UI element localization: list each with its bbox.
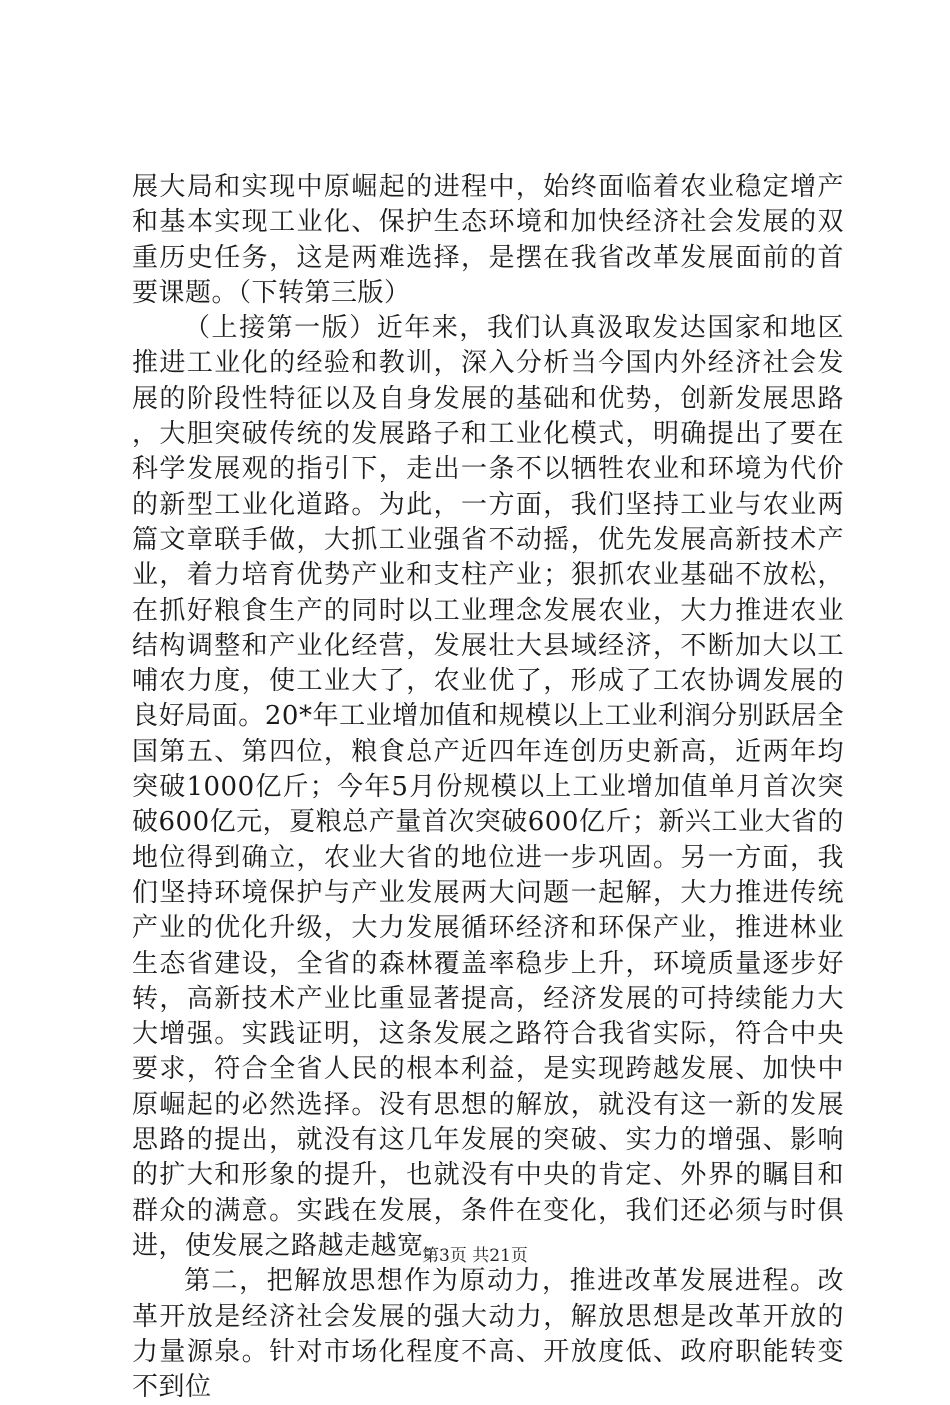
paragraph-main: （上接第一版）近年来，我们认真汲取发达国家和地区推进工业化的经验和教训，深入分析当今国内外经济社会发展的阶段性特征以及自身发展的基础和优势，创新发展思路，大胆突破传统的发展路子和工业化模式，明确提出了要在科学发展观的指引下，走出一条不以牺牲农业和环境为代价的新型工业化道路。为此，一方面，我们坚持工业与农业两篇文章联手做，大抓工业强省不动摇，优先发展高新技术产业，着力培育优势产业和支柱产业；狠抓农业基础不放松，在抓好粮食生产的同时以工业理念发展农业，大力推进农业结构调整和产业化经营，发展壮大县域经济，不断加大以工哺农力度，使工业大了，农业优了，形成了工农协调发展的良好局面。20*年工业增加值和规模以上工业利润分别跃居全国第五、第四位，粮食总产近四年连创历史新高，近两年均突破1000亿斤；今年5月份规模以上工业增加值单月首次突破600亿元，夏粮总产量首次突破600亿斤；新兴工业大省的地位得到确立，农业大省的地位进一步巩固。另一方面，我们坚持环境保护与产业发展两大问题一起解，大力推进传统产业的优化升级，大力发展循环经济和环保产业，推进林业生态省建设，全省的森林覆盖率稳步上升，环境质量逐步好转，高新技术产业比重显著提高，经济发展的可持续能力大大增强。实践证明，这条发展之路符合我省实际，符合中央要求，符合全省人民的根本利益，是实现跨越发展、加快中原崛起的必然选择。没有思想的解放，就没有这一新的发展思路的提出，就没有这几年发展的突破、实力的增强、影响的扩大和形象的提升，也就没有中央的肯定、外界的瞩目和群众的满意。实践在发展，条件在变化，我们还必须与时俱进，使发展之路越走越宽。 — [132, 313, 844, 1261]
paragraph-continued: 展大局和实现中原崛起的进程中，始终面临着农业稳定增产和基本实现工业化、保护生态环境和加快经济社会发展的双重历史任务，这是两难选择，是摆在我省改革发展面前的首要课题。（下转第三版） — [132, 172, 844, 308]
paragraph-second: 第二，把解放思想作为原动力，推进改革发展进程。改革开放是经济社会发展的强大动力，解放思想是改革开放的力量源泉。针对市场化程度不高、开放度低、政府职能转变不到位 — [132, 1266, 844, 1403]
page-number-label: 第3页 共21页 — [422, 1246, 528, 1266]
document-body — [132, 170, 844, 1405]
page-footer — [0, 1244, 950, 1268]
